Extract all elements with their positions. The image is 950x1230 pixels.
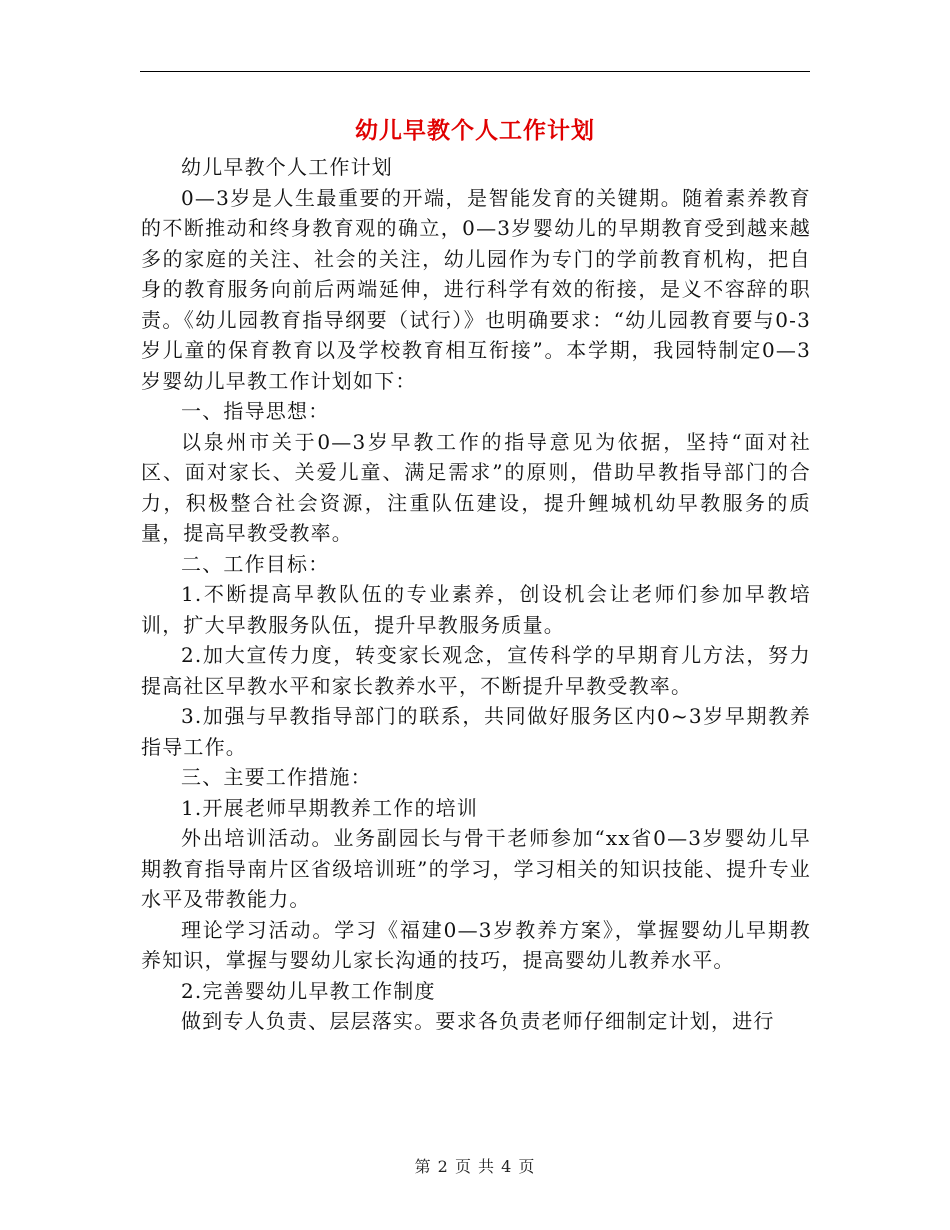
paragraph-guiding-idea: 以泉州市关于0—3岁早教工作的指导意见为依据，坚持“面对社区、面对家长、关爱儿童、满足需求”的原则，借助早教指导部门的合力，积极整合社会资源，注重队伍建设，提升鲤城机幼早教服务的质量，提高早教受教率。 — [141, 429, 811, 545]
subheading-training: 1.开展老师早期教养工作的培训 — [181, 795, 479, 820]
page-number: 第 2 页 共 4 页 — [414, 1157, 536, 1176]
paragraph-goal-1: 1.不断提高早教队伍的专业素养，创设机会让老师们参加早教培训，扩大早教服务队伍，提升早教服务质量。 — [141, 582, 811, 637]
document-title: 幼儿早教个人工作计划 — [355, 117, 595, 144]
heading-guiding-idea: 一、指导思想： — [181, 399, 330, 423]
paragraph-goal-2: 2.加大宣传力度，转变家长观念，宣传科学的早期育儿方法，努力提高社区早教水平和家长教养水平，不断提升早教受教率。 — [141, 643, 811, 698]
heading-work-goals: 二、工作目标： — [181, 551, 330, 576]
heading-main-measures: 三、主要工作措施： — [181, 765, 372, 789]
paragraph-subtitle: 幼儿早教个人工作计划 — [181, 155, 393, 179]
document-body — [141, 152, 811, 1037]
paragraph-external-training: 外出培训活动。业务副园长与骨干老师参加“xx省0—3岁婴幼儿早期教育指导南片区省级培训班”的学习，学习相关的知识技能、提升专业水平及带教能力。 — [141, 826, 811, 911]
paragraph-intro: 0—3岁是人生最重要的开端，是智能发育的关键期。随着素养教育的不断推动和终身教育观的确立，0—3岁婴幼儿的早期教育受到越来越多的家庭的关注、社会的关注，幼儿园作为专门的学前教育机构，把自身的教育服务向前后两端延伸，进行科学有效的衔接，是义不容辞的职责。《幼儿园教育指导纲要（试行）》也明确要求：“幼儿园教育要与0-3岁儿童的保育教育以及学校教育相互衔接”。本学期，我园特制定0—3岁婴幼儿早教工作计划如下： — [141, 185, 811, 393]
paragraph-goal-3: 3.加强与早教指导部门的联系，共同做好服务区内0~3岁早期教养指导工作。 — [141, 704, 811, 759]
paragraph-responsibility: 做到专人负责、层层落实。要求各负责老师仔细制定计划，进行 — [181, 1009, 775, 1033]
paragraph-theory-study: 理论学习活动。学习《福建0—3岁教养方案》，掌握婴幼儿早期教养知识，掌握与婴幼儿家长沟通的技巧，提高婴幼儿教养水平。 — [141, 917, 811, 972]
header-rule — [140, 71, 810, 72]
subheading-system: 2.完善婴幼儿早教工作制度 — [181, 978, 436, 1003]
